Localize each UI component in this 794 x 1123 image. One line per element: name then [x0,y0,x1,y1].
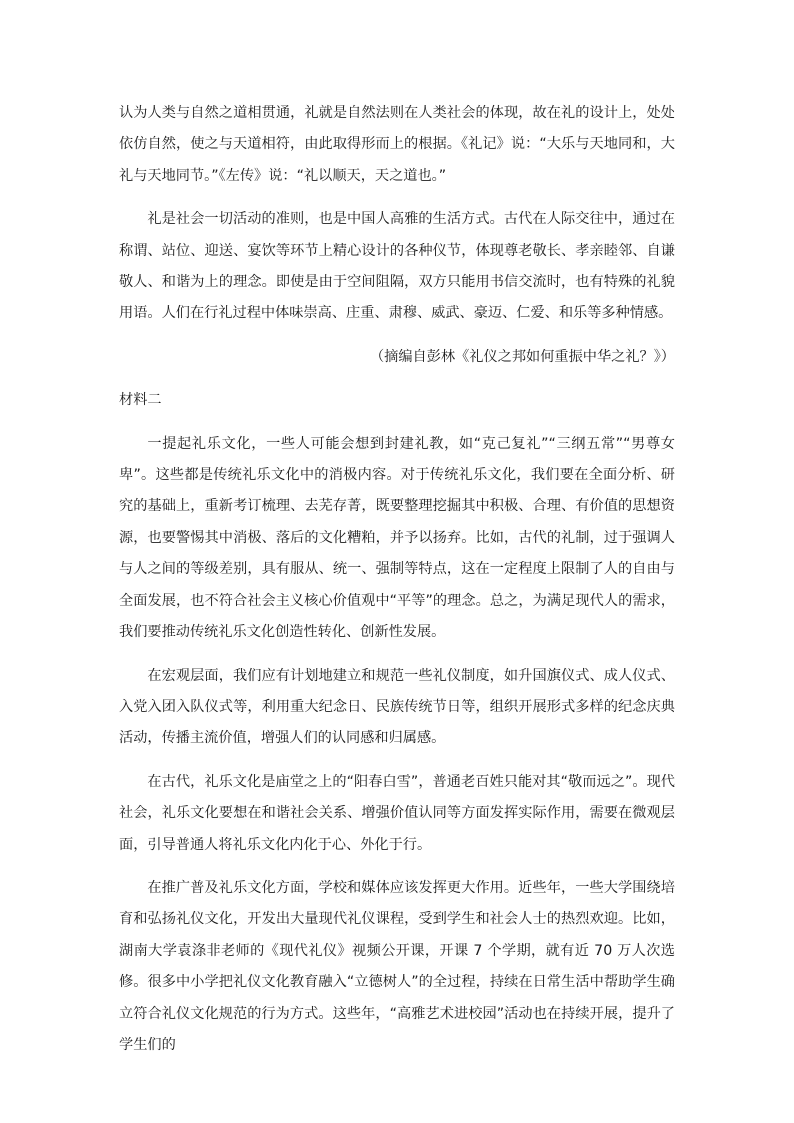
paragraph-li-norms: 礼是社会一切活动的准则，也是中国人高雅的生活方式。古代在人际交往中，通过在称谓、站位、迎送、宴饮等环节上精心设计的各种仪节，体现尊老敬长、孝亲睦邻、自谦敬人、和谐为上的理念。即使是由于空间阻隔，双方只能用书信交流时，也有特殊的礼貌用语。人们在行礼过程中体味崇高、庄重、肃穆、威武、豪迈、仁爱、和乐等多种情感。 [119,211,675,322]
paragraph-schools-media: 在推广普及礼乐文化方面，学校和媒体应该发挥更大作用。近些年，一些大学围绕培育和弘扬礼仪文化，开发出大量现代礼仪课程，受到学生和社会人士的热烈欢迎。比如，湖南大学袁涤非老师的《现代礼仪》视频公开课，开课 7 个学期，就有近 70 万人次选修。很多中小学把礼仪文化教育融入“立德树人”的全过程，持续在日常生活中帮助学生确立符合礼仪文化规范的行为方式。这些年，“高雅艺术进校园”活动也在持续开展，提升了学生们的 [119,879,675,1053]
source-citation: （摘编自彭林《礼仪之邦如何重振中华之礼？》） [369,348,675,365]
section-heading-material-two: 材料二 [119,392,162,409]
paragraph-micro-level: 在古代，礼乐文化是庙堂之上的“阳春白雪”，普通老百姓只能对其“敬而远之”。现代社会，礼乐文化要想在和谐社会关系、增强价值认同等方面发挥实际作用，需要在微观层面，引导普通人将礼乐文化内化于心、外化于行。 [119,773,675,853]
document-page [119,98,675,1061]
paragraph-macro-level: 在宏观层面，我们应有计划地建立和规范一些礼仪制度，如升国旗仪式、成人仪式、入党入团入队仪式等，利用重大纪念日、民族传统节日等，组织开展形式多样的纪念庆典活动，传播主流价值，增强人们的认同感和归属感。 [119,667,675,747]
paragraph-transformation: 一提起礼乐文化，一些人可能会想到封建礼教，如“克己复礼”“三纲五常”“男尊女卑”。这些都是传统礼乐文化中的消极内容。对于传统礼乐文化，我们要在全面分析、研究的基础上，重新考订梳理、去芜存菁，既要整理挖掘其中积极、合理、有价值的思想资源，也要警惕其中消极、落后的文化糟粕，并予以扬弃。比如，古代的礼制，过于强调人与人之间的等级差别，具有服从、统一、强制等特点，这在一定程度上限制了人的自由与全面发展，也不符合社会主义核心价值观中“平等”的理念。总之，为满足现代人的需求，我们要推动传统礼乐文化创造性转化、创新性发展。 [119,435,675,641]
paragraph-continuation: 认为人类与自然之道相贯通，礼就是自然法则在人类社会的体现，故在礼的设计上，处处依仿自然，使之与天道相符，由此取得形而上的根据。《礼记》说：“大乐与天地同和，大礼与天地同节。”《左传》说：“礼以顺天，天之道也。” [119,105,675,184]
